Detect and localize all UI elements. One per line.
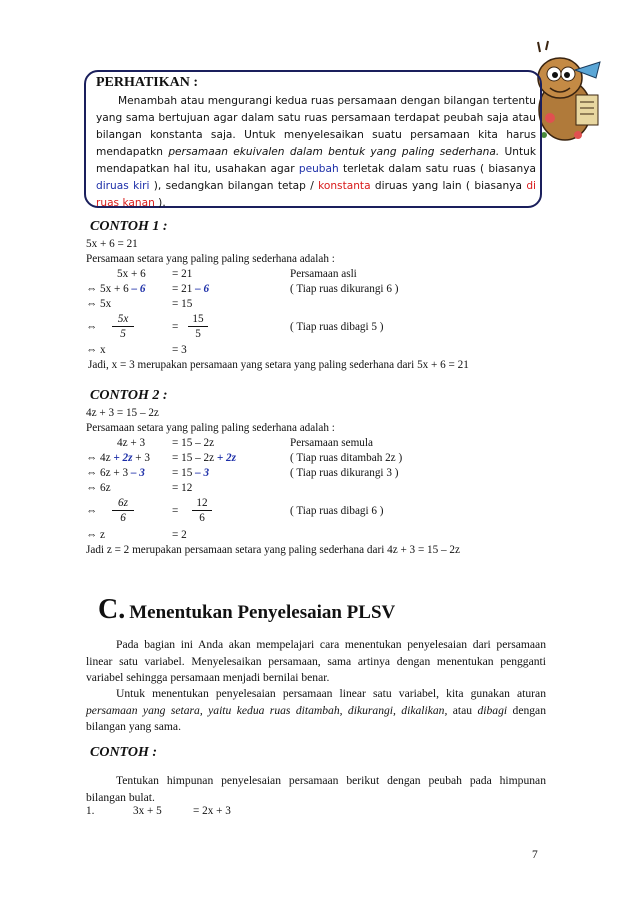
contoh3-item-number: 1. (86, 805, 95, 817)
page-number: 7 (532, 849, 538, 861)
note-text-3: terletak dalam satu ruas ( biasanya (338, 163, 536, 175)
contoh1-row3-rhs: = 15 (172, 298, 193, 310)
contoh3-heading: CONTOH : (90, 745, 158, 760)
note-title: PERHATIKAN : (96, 75, 199, 90)
contoh1-fraction-right: $\frac{15}{5}$ (188, 312, 208, 341)
note-body (96, 93, 536, 212)
contoh1-conclusion: Jadi, x = 3 merupakan persamaan yang setara yang paling sederhana dari 5x + 6 = 21 (88, 359, 469, 371)
contoh1-intro: Persamaan setara yang paling paling sederhana adalah : (86, 253, 335, 265)
contoh2-row2-note: ( Tiap ruas ditambah 2z ) (290, 452, 403, 464)
note-text-4: ), sedangkan bilangan tetap / (149, 180, 319, 192)
contoh2-row4-lhs: ⇔ 6z (86, 482, 111, 494)
contoh2-fraction-right: $\frac{12}{6}$ (192, 496, 212, 525)
note-text-5: diruas yang lain ( biasanya (370, 180, 527, 192)
contoh1-row1-lhs: 5x + 6 (117, 268, 146, 280)
note-word-konstanta: konstanta (318, 180, 371, 192)
contoh2-row5-sym: ⇔ (86, 505, 98, 517)
contoh1-row3-lhs: ⇔ 5x (86, 298, 112, 310)
contoh1-row2-rhs: = 21 – 6 (172, 283, 210, 295)
contoh2-equation: 4z + 3 = 15 – 2z (86, 407, 159, 419)
note-word-di-ruas-kanan: di ruas kanan (96, 180, 536, 209)
contoh1-row2-note: ( Tiap ruas dikurangi 6 ) (290, 283, 399, 295)
note-word-peubah: peubah (298, 163, 339, 175)
note-text-6: ). (154, 197, 166, 209)
contoh1-row4-eq: = (172, 321, 179, 333)
contoh2-row5-eq: = (172, 505, 179, 517)
contoh1-row2-lhs: ⇔ 5x + 6 – 6 (86, 283, 146, 295)
contoh1-equation: 5x + 6 = 21 (86, 238, 138, 250)
contoh3-item-lhs: 3x + 5 (133, 805, 162, 817)
note-text-1: Menambah atau mengurangi kedua ruas persamaan dengan bilangan tertentu yang sama bertujuan agar dalam satu ruas persamaan terdapat peubah saja atau bilangan konstanta saja. Untuk menyelesaikan suatu persamaan kita harus mendapatkn (96, 95, 536, 158)
contoh1-row4-note: ( Tiap ruas dibagi 5 ) (290, 321, 384, 333)
note-text-2: Untuk mendapatkan hal itu, usahakan agar (96, 146, 536, 175)
section-heading: C. Menentukan Penyelesaian PLSV (98, 594, 396, 625)
contoh2-row1-note: Persamaan semula (290, 437, 373, 449)
section-paragraph-1: Pada bagian ini Anda akan mempelajari cara menentukan penyelesaian dari persamaan linear satu variabel. Menyelesaikan persamaan, sama artinya dengan menentukan pengganti variabel sehingga persamaan menjadi bernilai benar. (86, 638, 546, 684)
contoh2-fraction-left: $\frac{6z}{6}$ (112, 496, 134, 525)
contoh2-row3-lhs: ⇔ 6z + 3 – 3 (86, 467, 145, 479)
contoh2-conclusion: Jadi z = 2 merupakan persamaan setara yang paling sederhana dari 4z + 3 = 15 – 2z (86, 544, 460, 556)
contoh1-row5-lhs: ⇔ x (86, 344, 106, 356)
note-italic: persamaan ekuivalen dalam bentuk yang paling sederhana. (168, 146, 500, 158)
contoh2-row4-rhs: = 12 (172, 482, 193, 494)
contoh2-row6-lhs: ⇔ z (86, 529, 105, 541)
contoh2-intro: Persamaan setara yang paling paling sederhana adalah : (86, 422, 335, 434)
contoh1-row5-rhs: = 3 (172, 344, 187, 356)
contoh2-row1-lhs: 4z + 3 (117, 437, 146, 449)
section-paragraph-2: Untuk menentukan penyelesaian persamaan linear satu variabel, kita gunakan aturan persamaan yang setara, yaitu kedua ruas ditambah, dikurangi, dikalikan, atau dibagi dengan bilangan yang sama. (86, 687, 547, 733)
note-word-diruas-kiri: diruas kiri (96, 180, 150, 192)
contoh2-row3-note: ( Tiap ruas dikurangi 3 ) (290, 467, 399, 479)
contoh1-row1-note: Persamaan asli (290, 268, 357, 280)
contoh2-row3-rhs: = 15 – 3 (172, 467, 210, 479)
contoh1-row1-rhs: = 21 (172, 268, 193, 280)
contoh2-heading: CONTOH 2 : (90, 388, 168, 403)
contoh2-row2-rhs: = 15 – 2z + 2z (172, 452, 236, 464)
contoh2-row1-rhs: = 15 – 2z (172, 437, 215, 449)
contoh1-heading: CONTOH 1 : (90, 219, 168, 234)
contoh3-paragraph: Tentukan himpunan penyelesaian persamaan berikut dengan peubah pada himpunan bilangan bulat. (86, 774, 546, 804)
contoh2-row5-note: ( Tiap ruas dibagi 6 ) (290, 505, 384, 517)
contoh1-row4-sym: ⇔ (86, 321, 98, 333)
contoh3-item-rhs: = 2x + 3 (193, 805, 231, 817)
contoh2-row2-lhs: ⇔ 4z + 2z + 3 (86, 452, 150, 464)
contoh2-row6-rhs: = 2 (172, 529, 187, 541)
contoh1-fraction-left: $\frac{5x}{5}$ (112, 312, 134, 341)
